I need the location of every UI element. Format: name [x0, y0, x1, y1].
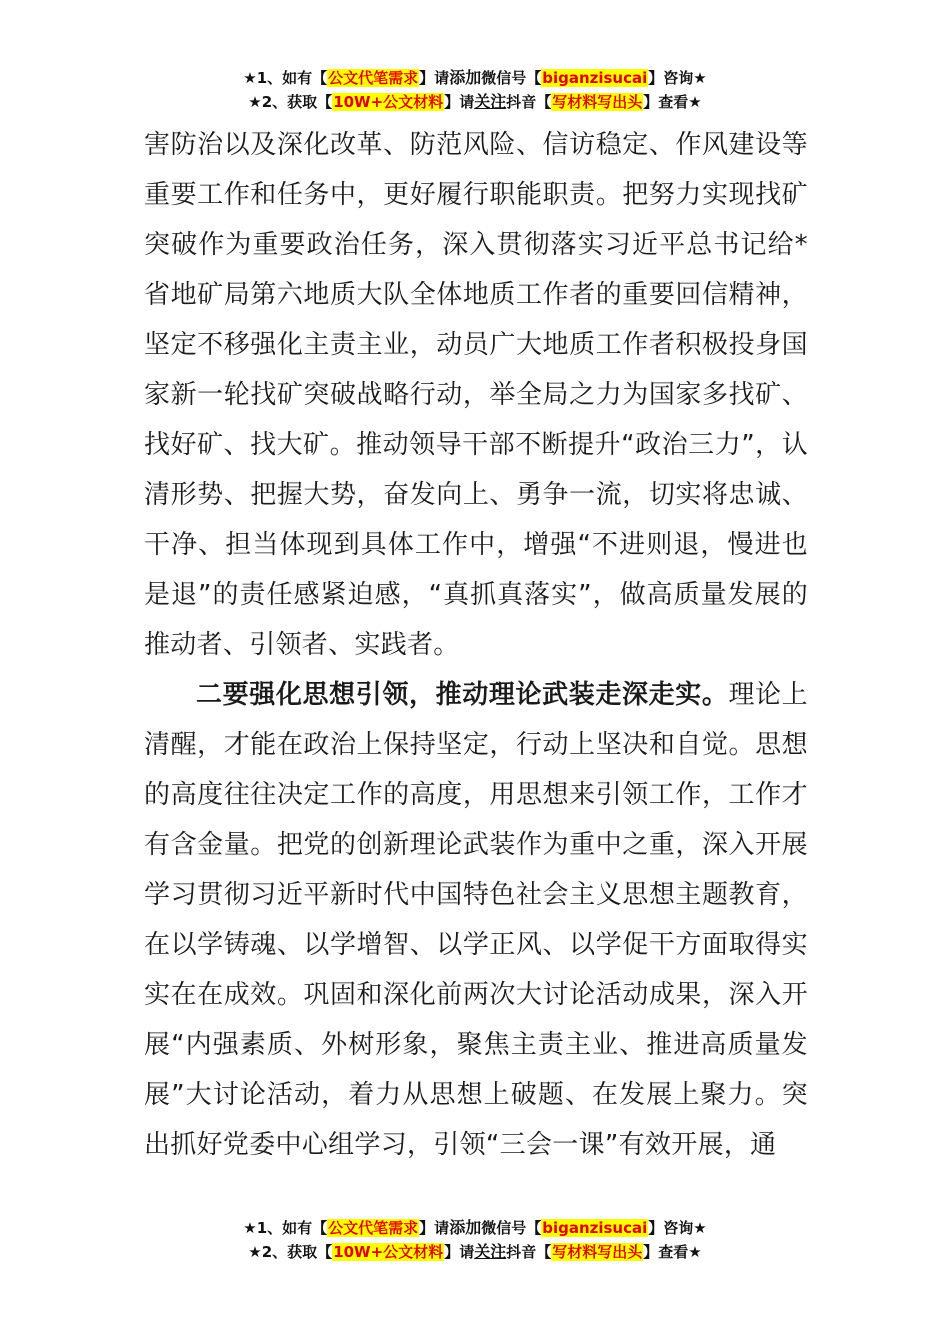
banner-line-1 [0, 1216, 950, 1240]
banner-text: 】咨询★ [648, 69, 707, 87]
banner-emphasis: 关注 [474, 92, 507, 111]
highlight-wechat-id: biganzisucai [542, 1219, 648, 1237]
banner-text: 】查看★ [643, 1243, 702, 1261]
highlight-materials: 10W+公文材料 [333, 1243, 444, 1261]
banner-text: 】请 [444, 93, 475, 111]
highlight-service: 公文代笔需求 [328, 69, 419, 87]
highlight-wechat-id: biganzisucai [542, 69, 648, 87]
document-body [144, 120, 808, 1170]
header-banner [0, 66, 950, 114]
banner-text: ★1、如有【 [243, 69, 328, 87]
banner-text: 微信号【 [481, 69, 542, 87]
banner-text: 抖音【 [506, 93, 552, 111]
highlight-douyin: 写材料写出头 [552, 1243, 643, 1261]
highlight-materials: 10W+公文材料 [333, 93, 444, 111]
banner-text: 】请 [419, 1219, 450, 1237]
banner-line-2 [0, 90, 950, 114]
banner-text: ★2、获取【 [248, 93, 333, 111]
paragraph-2-text: 理论上清醒，才能在政治上保持坚定，行动上坚决和自觉。思想的高度往往决定工作的高度，用思想来引领工作，工作才有含金量。把党的创新理论武装作为重中之重，深入开展学习贯彻习近平新时代中国特色社会主义思想主题教育，在以学铸魂、以学增智、以学正风、以学促干方面取得实实在在成效。巩固和深化前两次大讨论活动成果，深入开展“内强素质、外树形象，聚焦主责主业、推进高质量发展”大讨论活动，着力从思想上破题、在发展上聚力。突出抓好党委中心组学习，引领“三会一课”有效开展，通 [144, 680, 808, 1160]
banner-text: 】请 [444, 1243, 475, 1261]
paragraph-1: 害防治以及深化改革、防范风险、信访稳定、作风建设等重要工作和任务中，更好履行职能职责。把努力实现找矿突破作为重要政治任务，深入贯彻落实习近平总书记给*省地矿局第六地质大队全体地质工作者的重要回信精神，坚定不移强化主责主业，动员广大地质工作者积极投身国家新一轮找矿突破战略行动，举全局之力为国家多找矿、找好矿、找大矿。推动领导干部不断提升“政治三力”，认清形势、把握大势，奋发向上、勇争一流，切实将忠诚、干净、担当体现到具体工作中，增强“不进则退，慢进也是退”的责任感紧迫感，“真抓真落实”，做高质量发展的推动者、引领者、实践者。 [144, 130, 808, 660]
highlight-service: 公文代笔需求 [328, 1219, 419, 1237]
banner-emphasis: 关注 [474, 1242, 507, 1261]
banner-text: 抖音【 [506, 1243, 552, 1261]
banner-text: 】请 [419, 69, 450, 87]
banner-text: 】查看★ [643, 93, 702, 111]
footer-banner [0, 1216, 950, 1264]
banner-line-1 [0, 66, 950, 90]
paragraph-2-heading: 二要强化思想引领，推动理论武装走深走实。 [196, 680, 729, 710]
banner-emphasis: 添加 [449, 68, 482, 87]
banner-emphasis: 添加 [449, 1218, 482, 1237]
highlight-douyin: 写材料写出头 [552, 93, 643, 111]
banner-text: 微信号【 [481, 1219, 542, 1237]
banner-text: 】咨询★ [648, 1219, 707, 1237]
banner-text: ★2、获取【 [248, 1243, 333, 1261]
paragraph-2 [144, 670, 808, 1170]
banner-text: ★1、如有【 [243, 1219, 328, 1237]
banner-line-2 [0, 1240, 950, 1264]
